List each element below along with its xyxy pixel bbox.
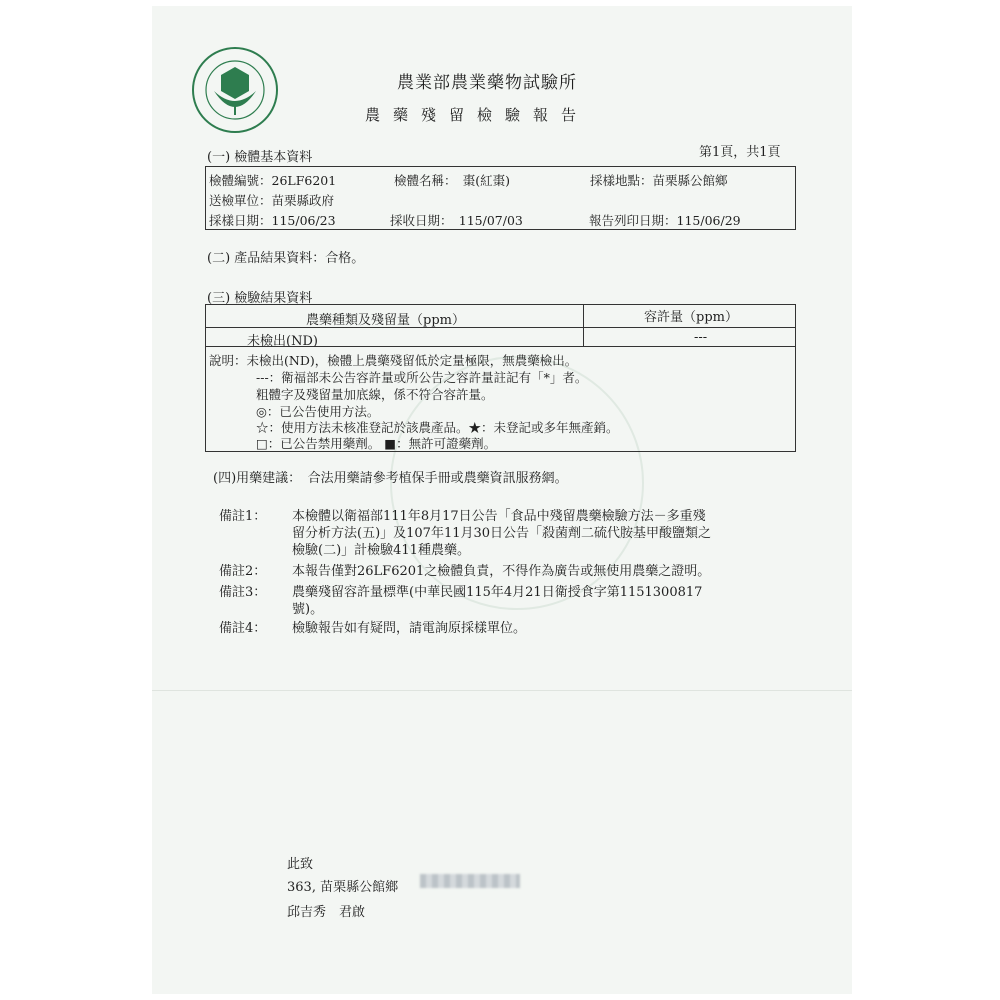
institute-logo-icon [190, 45, 280, 135]
col-pesticide-header: 農藥種類及殘留量（ppm） [306, 313, 465, 328]
remark-text: 本報告僅對26LF6201之檢體負責，不得作為廣告或無使用農藥之證明。 [292, 564, 711, 579]
remark-label: 備註2： [219, 564, 267, 579]
usage-advice: (四)用藥建議： 合法用藥請參考植保手冊或農藥資訊服務網。 [213, 471, 568, 486]
col-tolerance-header: 容許量（ppm） [644, 310, 738, 325]
org-name: 農業部農業藥物試驗所 [397, 73, 577, 93]
note-line: ☆：使用方法未核准登記於該農產品。★：未登記或多年無產銷。 [256, 420, 619, 435]
received-date: 採收日期： 115/07/03 [390, 213, 523, 228]
note-line: 粗體字及殘留量加底線，係不符合容許量。 [256, 387, 494, 402]
remark-label: 備註4： [219, 621, 267, 636]
result-tolerance: --- [694, 330, 708, 345]
note-line: 說明：未檢出(ND)，檢體上農藥殘留低於定量極限，無農藥檢出。 [209, 353, 578, 368]
sampling-location: 採樣地點：苗栗縣公館鄉 [590, 173, 728, 188]
section3-heading: (三) 檢驗結果資料 [207, 291, 313, 306]
remark-text: 檢驗報告如有疑問，請電詢原採樣單位。 [292, 621, 527, 636]
section1-heading: (一) 檢體基本資料 [207, 150, 313, 165]
print-date: 報告列印日期：115/06/29 [589, 213, 741, 228]
note-line: ---：衛福部未公告容許量或所公告之容許量註記有「*」者。 [256, 370, 588, 385]
sample-id: 檢體編號：26LF6201 [209, 173, 337, 188]
recipient-name: 邱吉秀 君啟 [287, 905, 366, 920]
recipient-address: 363, 苗栗縣公館鄉 [287, 880, 399, 895]
remark-text: 留分析方法(五)」及107年11月30日公告「殺菌劑二硫代胺基甲酸鹽類之 [292, 526, 712, 541]
table-header-divider [206, 327, 795, 328]
table-column-divider [583, 305, 584, 347]
note-line: ◎：已公告使用方法。 [256, 404, 380, 419]
redacted-address [420, 874, 520, 888]
result-value: 未檢出(ND) [247, 334, 318, 349]
product-result: (二) 產品結果資料：合格。 [207, 251, 365, 266]
salutation: 此致 [287, 857, 314, 872]
remark-text: 本檢體以衛福部111年8月17日公告「食品中殘留農藥檢驗方法－多重殘 [292, 509, 706, 524]
report-title: 農藥殘留檢驗報告 [365, 106, 590, 124]
remark-text: 號)。 [292, 602, 324, 617]
remark-label: 備註1： [219, 509, 267, 524]
remark-text: 檢驗(二)」計檢驗411種農藥。 [292, 543, 470, 558]
submitting-unit: 送檢單位：苗栗縣政府 [209, 193, 335, 208]
sample-name: 檢體名稱： 棗(紅棗) [394, 173, 511, 188]
paper-fold-line [152, 690, 852, 691]
remark-text: 農藥殘留容許量標準(中華民國115年4月21日衛授食字第1151300817 [292, 585, 703, 600]
remark-label: 備註3： [219, 585, 267, 600]
note-line: □：已公告禁用藥劑。 ■：無許可證藥劑。 [256, 436, 497, 451]
sampling-date: 採樣日期：115/06/23 [209, 213, 336, 228]
page-info: 第1頁，共1頁 [699, 145, 781, 160]
